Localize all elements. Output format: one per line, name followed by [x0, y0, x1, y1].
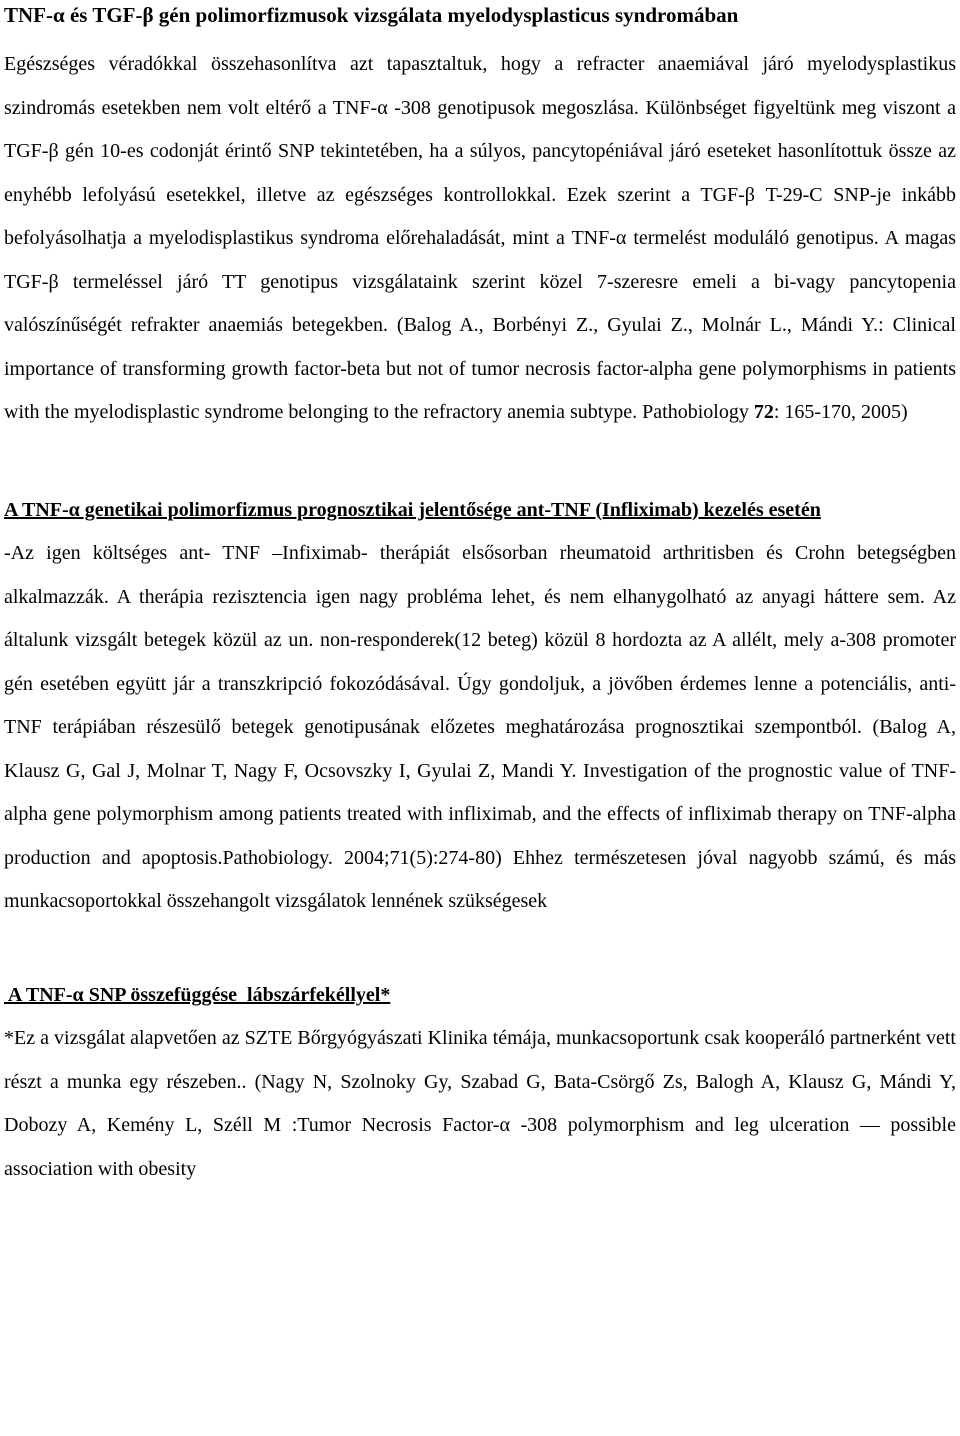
section1-paragraph: [4, 43, 956, 435]
section3-heading: A TNF-α SNP összefüggése lábszárfekéllyel*: [4, 983, 391, 1006]
section1-text: Egészséges véradókkal összehasonlítva azt tapasztaltuk, hogy a refracter anaemiával járó myelodysplastikus szindromás esetekben nem volt eltérő a TNF-α -308 genotipusok megoszlása. Különbséget figyeltünk meg viszont a TGF-β gén 10-es codonját érintő SNP tekintetében, ha a súlyos, pancytopéniával járó eseteket hasonlítottuk össze az enyhébb lefolyású esetekkel, illetve az egészséges kontrollokkal. Ezek szerint a TGF-β T-29-C SNP-je inkább befolyásolhatja a myelodisplastikus syndroma előrehaladását, mint a TNF-α termelést moduláló genotipus. A magas TGF-β termeléssel járó TT genotipus vizsgálataink szerint közel 7-szeresre emeli a bi-vagy pancytopenia valószínűségét refrakter anaemiás betegekben. (Balog A., Borbényi Z., Gyulai Z., Molnár L., Mándi Y.: Clinical importance of transforming growth factor-beta but not of tumor necrosis factor-alpha gene polymorphisms in patients with the myelodisplastic syndrome belonging to the refractory anemia subtype. Pathobiology: [4, 53, 957, 423]
reference-volume: 72: [753, 401, 774, 423]
section2-heading: A TNF-α genetikai polimorfizmus prognosztikai jelentősége ant-TNF (Infliximab) kezelés esetén: [4, 498, 821, 521]
section3-paragraph: *Ez a vizsgálat alapvetően az SZTE Bőrgyógyászati Klinika témája, munkacsoportunk csak kooperáló partnerként vett részt a munka egy részeben.. (Nagy N, Szolnoky Gy, Szabad G, Bata-Csörgő Zs, Balogh A, Klausz G, Mándi Y, Dobozy A, Kemény L, Széll M :Tumor Necrosis Factor-α -308 polymorphism and leg ulceration — possible association with obesity: [4, 1027, 956, 1180]
spacer: [4, 29, 956, 43]
reference-pages: : 165-170, 2005): [773, 401, 908, 423]
document-title: TNF-α és TGF-β gén polimorfizmusok vizsgálata myelodysplasticus syndromában: [4, 3, 739, 27]
spacer: [4, 924, 956, 974]
section2-paragraph: -Az igen költséges ant- TNF –Infiximab- therápiát elsősorban rheumatoid arthritisben és Crohn betegségben alkalmazzák. A therápia rezisztencia igen nagy probléma lehet, és nem elhanygolható az anyagi háttere sem. Az általunk vizsgált betegek közül az un. non-responderek(12 beteg) közül 8 hordozta az A allélt, mely a-308 promoter gén esetében együtt jár a transzkripció fokozódásával. Úgy gondoljuk, a jövőben érdemes lenne a potenciális, anti-TNF terápiában részesülő betegek genotipusának előzetes meghatározása prognosztikai szempontból. (Balog A, Klausz G, Gal J, Molnar T, Nagy F, Ocsovszky I, Gyulai Z, Mandi Y. Investigation of the prognostic value of TNF-alpha gene polymorphism among patients treated with infliximab, and the effects of infliximab therapy on TNF-alpha production and apoptosis.Pathobiology. 2004;71(5):274-80) Ehhez természetesen jóval nagyobb számú, és más munkacsoportokkal összehangolt vizsgálatok lennének szükségesek: [4, 542, 956, 912]
spacer: [4, 435, 956, 489]
